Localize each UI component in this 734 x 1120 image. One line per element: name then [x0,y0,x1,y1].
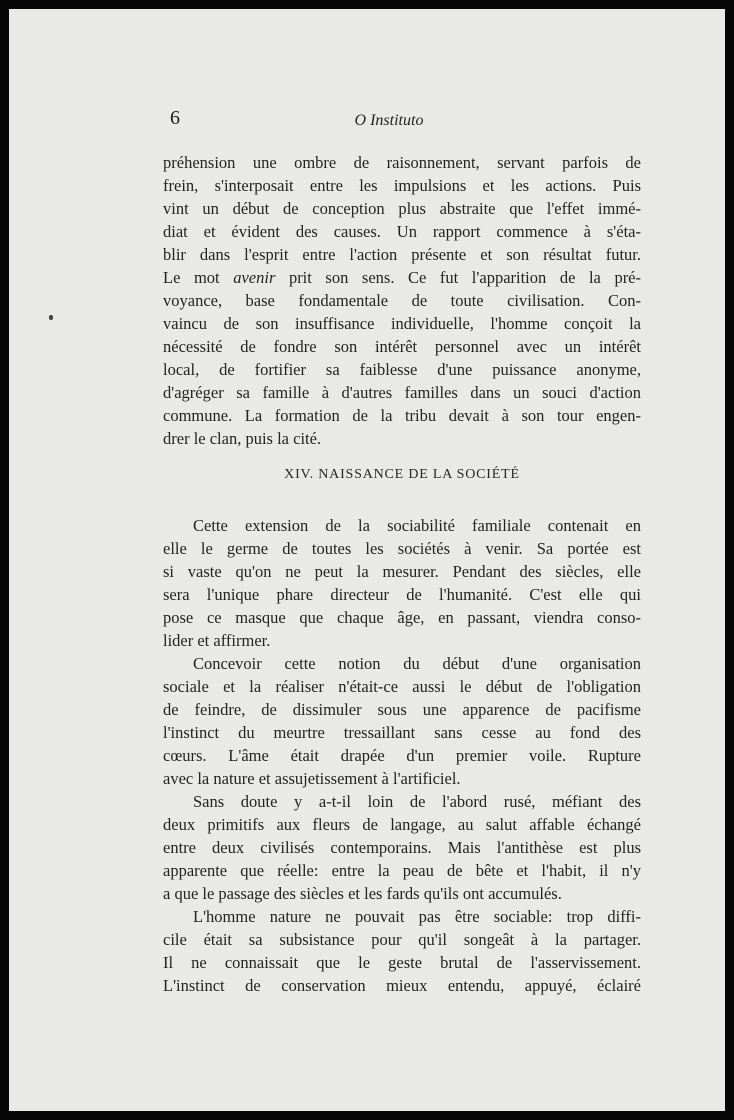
section-heading: XIV. NAISSANCE DE LA SOCIÉTÉ [284,467,520,482]
text-line: vint un début de conception plus abstraite que l'effet immé- [163,199,641,218]
text-line: nécessité de fondre son intérêt personnel avec un intérêt [163,337,641,356]
text-line: deux primitifs aux fleurs de langage, au salut affable échangé [163,815,641,834]
text-line: Il ne connaissait que le geste brutal de l'asservissement. [163,953,641,972]
text-line: Cette extension de la sociabilité familiale contenait en [193,516,641,535]
text-line: drer le clan, puis la cité. [163,429,322,448]
document-page [9,9,725,1111]
text-line: pose ce masque que chaque âge, en passant, viendra conso- [163,608,641,627]
text-line: diat et évident des causes. Un rapport commence à s'éta- [163,222,641,241]
text-line: vaincu de son insuffisance individuelle, l'homme conçoit la [163,314,641,333]
text-line: cœurs. L'âme était drapée d'un premier voile. Rupture [163,746,641,765]
text-line: avec la nature et assujetissement à l'artificiel. [163,769,461,788]
text-line: entre deux civilisés contemporains. Mais l'antithèse est plus [163,838,641,857]
text-line: Sans doute y a-t-il loin de l'abord rusé, méfiant des [193,792,641,811]
text-line: L'homme nature ne pouvait pas être sociable: trop diffi- [193,907,641,926]
text-line: apparente que réelle: entre la peau de bête et l'habit, il n'y [163,861,641,880]
text-line: l'instinct du meurtre tressaillant sans cesse au fond des [163,723,641,742]
text-line: frein, s'interposait entre les impulsions et les actions. Puis [163,176,641,195]
text-line: a que le passage des siècles et les fards qu'ils ont accumulés. [163,884,562,903]
text-line: cile était sa subsistance pour qu'il songeât à la partager. [163,930,641,949]
text-line: préhension une ombre de raisonnement, servant parfois de [163,153,641,172]
text-line: local, de fortifier sa faiblesse d'une puissance anonyme, [163,360,641,379]
text-line: de feindre, de dissimuler sous une apparence de pacifisme [163,700,641,719]
text-line: voyance, base fondamentale de toute civilisation. Con- [163,291,641,310]
paper-speck [49,315,53,320]
text-line: Le mot avenir prit son sens. Ce fut l'apparition de la pré- [163,268,642,287]
text-line: L'instinct de conservation mieux entendu, appuyé, éclairé [163,976,641,995]
text-line: sociale et la réaliser n'était-ce aussi le début de l'obligation [163,677,641,696]
text-line: elle le germe de toutes les sociétés à venir. Sa portée est [163,539,641,558]
paragraph-block-2 [163,514,641,997]
text-line: si vaste qu'on ne peut la mesurer. Pendant des siècles, elle [163,562,641,581]
paragraph-block-1 [163,151,641,450]
text-line: blir dans l'esprit entre l'action présente et son résultat futur. [163,245,641,264]
text-line: sera l'unique phare directeur de l'humanité. C'est elle qui [163,585,641,604]
page-number: 6 [170,107,180,129]
text-line: Concevoir cette notion du début d'une organisation [193,654,641,673]
text-line: commune. La formation de la tribu devait à son tour engen- [163,406,641,425]
text-line: lider et affirmer. [163,631,271,650]
text-line: d'agréger sa famille à d'autres familles dans un souci d'action [163,383,641,402]
running-head: O Instituto [354,112,424,129]
